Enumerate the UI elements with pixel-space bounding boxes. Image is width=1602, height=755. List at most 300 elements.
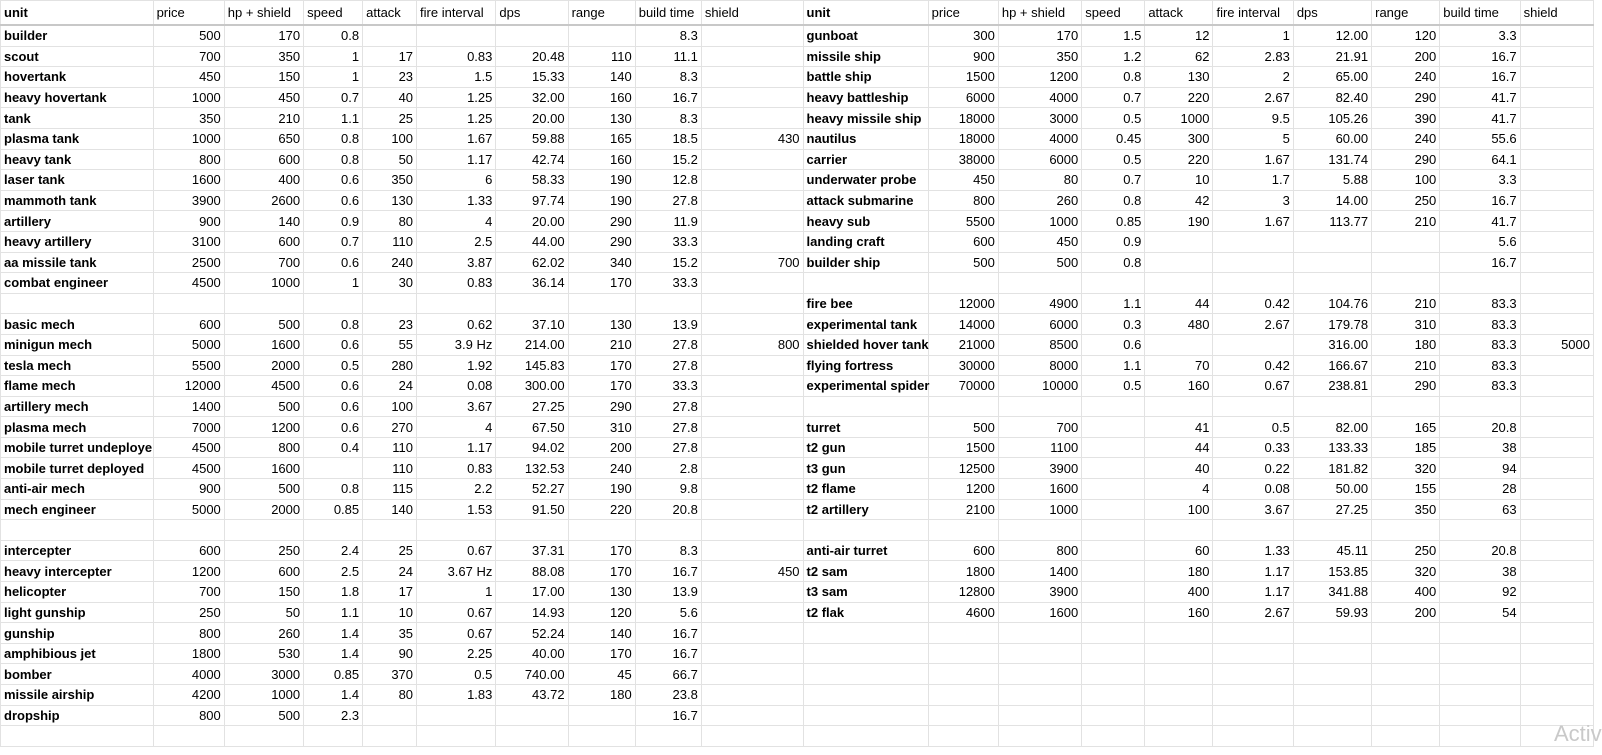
unit-name-cell[interactable] [803, 643, 928, 664]
stat-cell[interactable]: 27.25 [496, 396, 568, 417]
stat-cell[interactable] [701, 499, 803, 520]
unit-name-cell[interactable] [803, 664, 928, 685]
stat-cell[interactable] [1520, 437, 1593, 458]
stat-cell[interactable] [701, 520, 803, 541]
stat-cell[interactable]: 131.74 [1293, 149, 1371, 170]
stat-cell[interactable]: 341.88 [1293, 582, 1371, 603]
unit-name-cell[interactable] [803, 726, 928, 747]
stat-cell[interactable]: 1.67 [1213, 149, 1293, 170]
stat-cell[interactable]: 32.00 [496, 87, 568, 108]
unit-name-cell[interactable]: anti-air turret [803, 540, 928, 561]
stat-cell[interactable]: 450 [998, 231, 1081, 252]
unit-name-cell[interactable]: t2 gun [803, 437, 928, 458]
stat-cell[interactable]: 600 [224, 561, 303, 582]
stat-cell[interactable]: 2.67 [1213, 602, 1293, 623]
stat-cell[interactable]: 4600 [928, 602, 998, 623]
stat-cell[interactable]: 1000 [224, 685, 303, 706]
stat-cell[interactable]: 166.67 [1293, 355, 1371, 376]
stat-cell[interactable] [1520, 355, 1593, 376]
stat-cell[interactable] [1520, 561, 1593, 582]
stat-cell[interactable] [363, 726, 417, 747]
stat-cell[interactable] [1520, 190, 1593, 211]
stat-cell[interactable]: 0.9 [304, 211, 363, 232]
stat-cell[interactable]: 800 [153, 623, 224, 644]
stat-cell[interactable] [224, 520, 303, 541]
stat-cell[interactable]: 10 [1145, 170, 1213, 191]
stat-cell[interactable]: 1.2 [1082, 46, 1145, 67]
stat-cell[interactable]: 2 [1213, 67, 1293, 88]
stat-cell[interactable]: 105.26 [1293, 108, 1371, 129]
stat-cell[interactable]: 290 [1372, 87, 1440, 108]
stat-cell[interactable] [1293, 231, 1371, 252]
stat-cell[interactable]: 8500 [998, 334, 1081, 355]
stat-cell[interactable] [1520, 685, 1593, 706]
stat-cell[interactable]: 800 [998, 540, 1081, 561]
stat-cell[interactable]: 1.17 [1213, 582, 1293, 603]
unit-name-cell[interactable]: experimental spider [803, 376, 928, 397]
stat-cell[interactable]: 400 [224, 170, 303, 191]
stat-cell[interactable]: 27.8 [635, 437, 701, 458]
stat-cell[interactable]: 83.3 [1440, 334, 1520, 355]
stat-cell[interactable]: 250 [224, 540, 303, 561]
stat-cell[interactable] [1372, 643, 1440, 664]
stat-cell[interactable]: 113.77 [1293, 211, 1371, 232]
stat-cell[interactable]: 92 [1440, 582, 1520, 603]
stat-cell[interactable] [1440, 396, 1520, 417]
unit-name-cell[interactable] [803, 623, 928, 644]
stat-cell[interactable]: 4500 [153, 437, 224, 458]
stat-cell[interactable]: 63 [1440, 499, 1520, 520]
stat-cell[interactable] [304, 293, 363, 314]
unit-name-cell[interactable] [803, 705, 928, 726]
stat-cell[interactable]: 530 [224, 643, 303, 664]
stat-cell[interactable]: 91.50 [496, 499, 568, 520]
stat-cell[interactable]: 450 [701, 561, 803, 582]
stat-cell[interactable] [496, 293, 568, 314]
unit-name-cell[interactable]: underwater probe [803, 170, 928, 191]
stat-cell[interactable]: 16.7 [1440, 46, 1520, 67]
stat-cell[interactable]: 1000 [224, 273, 303, 294]
stat-cell[interactable]: 14000 [928, 314, 998, 335]
stat-cell[interactable]: 2100 [928, 499, 998, 520]
unit-name-cell[interactable]: gunboat [803, 25, 928, 46]
stat-cell[interactable]: 45 [568, 664, 635, 685]
stat-cell[interactable]: 165 [568, 128, 635, 149]
stat-cell[interactable]: 190 [568, 170, 635, 191]
unit-name-cell[interactable]: heavy sub [803, 211, 928, 232]
stat-cell[interactable]: 2.83 [1213, 46, 1293, 67]
stat-cell[interactable]: 260 [224, 623, 303, 644]
stat-cell[interactable]: 4 [1145, 479, 1213, 500]
stat-cell[interactable]: 500 [224, 396, 303, 417]
stat-cell[interactable]: 1500 [928, 67, 998, 88]
stat-cell[interactable] [1213, 273, 1293, 294]
stat-cell[interactable] [568, 726, 635, 747]
stat-cell[interactable]: 1.4 [304, 623, 363, 644]
stat-cell[interactable]: 0.8 [1082, 252, 1145, 273]
stat-cell[interactable] [701, 314, 803, 335]
stat-cell[interactable] [496, 25, 568, 46]
unit-name-cell[interactable]: missile airship [1, 685, 154, 706]
stat-cell[interactable]: 59.88 [496, 128, 568, 149]
stat-cell[interactable] [701, 211, 803, 232]
unit-name-cell[interactable]: heavy intercepter [1, 561, 154, 582]
stat-cell[interactable]: 130 [568, 314, 635, 335]
stat-cell[interactable]: 15.2 [635, 149, 701, 170]
stat-cell[interactable]: 82.00 [1293, 417, 1371, 438]
stat-cell[interactable]: 5000 [153, 499, 224, 520]
stat-cell[interactable]: 160 [568, 149, 635, 170]
stat-cell[interactable] [1520, 252, 1593, 273]
stat-cell[interactable] [1293, 273, 1371, 294]
stat-cell[interactable]: 130 [568, 582, 635, 603]
stat-cell[interactable]: 350 [363, 170, 417, 191]
stat-cell[interactable]: 600 [928, 231, 998, 252]
stat-cell[interactable]: 16.7 [1440, 190, 1520, 211]
stat-cell[interactable]: 4500 [224, 376, 303, 397]
stat-cell[interactable]: 0.8 [1082, 67, 1145, 88]
stat-cell[interactable] [998, 664, 1081, 685]
stat-cell[interactable]: 1.1 [1082, 355, 1145, 376]
stat-cell[interactable]: 44 [1145, 293, 1213, 314]
stat-cell[interactable]: 70000 [928, 376, 998, 397]
unit-name-cell[interactable]: heavy tank [1, 149, 154, 170]
stat-cell[interactable]: 1.67 [417, 128, 496, 149]
stat-cell[interactable] [701, 25, 803, 46]
stat-cell[interactable] [1082, 561, 1145, 582]
stat-cell[interactable]: 1 [304, 273, 363, 294]
stat-cell[interactable]: 600 [153, 314, 224, 335]
unit-name-cell[interactable] [1, 726, 154, 747]
stat-cell[interactable] [1145, 334, 1213, 355]
stat-cell[interactable]: 6000 [998, 149, 1081, 170]
unit-name-cell[interactable]: experimental tank [803, 314, 928, 335]
stat-cell[interactable]: 0.6 [304, 190, 363, 211]
stat-cell[interactable]: 6000 [928, 87, 998, 108]
stat-cell[interactable] [701, 87, 803, 108]
stat-cell[interactable]: 0.7 [304, 87, 363, 108]
stat-cell[interactable]: 5.6 [635, 602, 701, 623]
stat-cell[interactable]: 1000 [1145, 108, 1213, 129]
stat-cell[interactable]: 10 [363, 602, 417, 623]
stat-cell[interactable]: 3.3 [1440, 170, 1520, 191]
stat-cell[interactable] [1082, 643, 1145, 664]
stat-cell[interactable]: 62.02 [496, 252, 568, 273]
stat-cell[interactable]: 700 [224, 252, 303, 273]
stat-cell[interactable]: 16.7 [635, 705, 701, 726]
stat-cell[interactable]: 5 [1213, 128, 1293, 149]
stat-cell[interactable]: 9.5 [1213, 108, 1293, 129]
stat-cell[interactable]: 160 [1145, 376, 1213, 397]
stat-cell[interactable]: 170 [568, 273, 635, 294]
stat-cell[interactable]: 0.5 [304, 355, 363, 376]
stat-cell[interactable] [1520, 664, 1593, 685]
stat-cell[interactable]: 310 [568, 417, 635, 438]
stat-cell[interactable]: 23 [363, 314, 417, 335]
stat-cell[interactable] [1213, 520, 1293, 541]
stat-cell[interactable] [1440, 726, 1520, 747]
stat-cell[interactable]: 0.62 [417, 314, 496, 335]
stat-cell[interactable]: 1600 [224, 458, 303, 479]
stat-cell[interactable]: 800 [928, 190, 998, 211]
stat-cell[interactable] [1293, 396, 1371, 417]
stat-cell[interactable]: 0.7 [1082, 87, 1145, 108]
stat-cell[interactable]: 133.33 [1293, 437, 1371, 458]
stat-cell[interactable] [635, 293, 701, 314]
stat-cell[interactable]: 1.25 [417, 108, 496, 129]
stat-cell[interactable]: 54 [1440, 602, 1520, 623]
stat-cell[interactable] [1293, 664, 1371, 685]
stat-cell[interactable]: 2.67 [1213, 314, 1293, 335]
stat-cell[interactable] [153, 520, 224, 541]
stat-cell[interactable]: 21.91 [1293, 46, 1371, 67]
stat-cell[interactable]: 2.25 [417, 643, 496, 664]
stat-cell[interactable]: 170 [224, 25, 303, 46]
stat-cell[interactable]: 0.7 [304, 231, 363, 252]
stat-cell[interactable]: 0.83 [417, 458, 496, 479]
stat-cell[interactable] [701, 231, 803, 252]
stat-cell[interactable]: 500 [928, 417, 998, 438]
column-header-cell[interactable]: dps [496, 1, 568, 26]
stat-cell[interactable]: 16.7 [1440, 67, 1520, 88]
stat-cell[interactable]: 0.9 [1082, 231, 1145, 252]
stat-cell[interactable]: 1800 [153, 643, 224, 664]
stat-cell[interactable] [1520, 314, 1593, 335]
stat-cell[interactable]: 20.8 [635, 499, 701, 520]
stat-cell[interactable] [928, 705, 998, 726]
stat-cell[interactable]: 44 [1145, 437, 1213, 458]
stat-cell[interactable] [701, 437, 803, 458]
stat-cell[interactable]: 1600 [998, 479, 1081, 500]
stat-cell[interactable]: 12000 [928, 293, 998, 314]
stat-cell[interactable]: 140 [568, 623, 635, 644]
stat-cell[interactable]: 450 [153, 67, 224, 88]
unit-name-cell[interactable]: combat engineer [1, 273, 154, 294]
stat-cell[interactable]: 1400 [153, 396, 224, 417]
stat-cell[interactable] [635, 726, 701, 747]
stat-cell[interactable]: 300 [1145, 128, 1213, 149]
stat-cell[interactable]: 650 [224, 128, 303, 149]
stat-cell[interactable]: 1.17 [417, 437, 496, 458]
stat-cell[interactable]: 0.5 [1082, 149, 1145, 170]
stat-cell[interactable]: 8.3 [635, 25, 701, 46]
stat-cell[interactable]: 0.4 [304, 437, 363, 458]
stat-cell[interactable]: 4500 [153, 273, 224, 294]
stat-cell[interactable]: 4000 [153, 664, 224, 685]
stat-cell[interactable]: 4 [417, 211, 496, 232]
stat-cell[interactable]: 0.08 [1213, 479, 1293, 500]
stat-cell[interactable]: 41 [1145, 417, 1213, 438]
stat-cell[interactable]: 170 [568, 561, 635, 582]
unit-name-cell[interactable]: shielded hover tank [803, 334, 928, 355]
unit-name-cell[interactable]: flame mech [1, 376, 154, 397]
stat-cell[interactable]: 67.50 [496, 417, 568, 438]
stat-cell[interactable]: 13.9 [635, 314, 701, 335]
stat-cell[interactable]: 8.3 [635, 67, 701, 88]
stat-cell[interactable]: 1000 [998, 211, 1081, 232]
stat-cell[interactable]: 13.9 [635, 582, 701, 603]
column-header-cell[interactable]: speed [304, 1, 363, 26]
stat-cell[interactable]: 110 [363, 437, 417, 458]
stat-cell[interactable]: 290 [568, 211, 635, 232]
stat-cell[interactable]: 120 [568, 602, 635, 623]
stat-cell[interactable]: 800 [153, 705, 224, 726]
stat-cell[interactable]: 12800 [928, 582, 998, 603]
stat-cell[interactable]: 320 [1372, 458, 1440, 479]
stat-cell[interactable] [1293, 252, 1371, 273]
stat-cell[interactable] [701, 458, 803, 479]
stat-cell[interactable]: 18000 [928, 128, 998, 149]
stat-cell[interactable]: 6000 [998, 314, 1081, 335]
stat-cell[interactable]: 25 [363, 108, 417, 129]
unit-name-cell[interactable]: mammoth tank [1, 190, 154, 211]
stat-cell[interactable]: 110 [363, 458, 417, 479]
stat-cell[interactable]: 300.00 [496, 376, 568, 397]
stat-cell[interactable]: 83.3 [1440, 293, 1520, 314]
stat-cell[interactable] [363, 25, 417, 46]
stat-cell[interactable]: 500 [998, 252, 1081, 273]
stat-cell[interactable]: 27.8 [635, 355, 701, 376]
unit-name-cell[interactable]: dropship [1, 705, 154, 726]
unit-name-cell[interactable]: mech engineer [1, 499, 154, 520]
stat-cell[interactable]: 260 [998, 190, 1081, 211]
stat-cell[interactable] [928, 726, 998, 747]
stat-cell[interactable]: 153.85 [1293, 561, 1371, 582]
stat-cell[interactable]: 240 [568, 458, 635, 479]
column-header-cell[interactable]: shield [701, 1, 803, 26]
stat-cell[interactable]: 21000 [928, 334, 998, 355]
stat-cell[interactable] [701, 705, 803, 726]
stat-cell[interactable]: 16.7 [635, 643, 701, 664]
stat-cell[interactable] [701, 293, 803, 314]
stat-cell[interactable]: 350 [998, 46, 1081, 67]
stat-cell[interactable]: 24 [363, 376, 417, 397]
stat-cell[interactable]: 2.5 [304, 561, 363, 582]
stat-cell[interactable] [701, 623, 803, 644]
stat-cell[interactable] [568, 520, 635, 541]
stat-cell[interactable]: 27.8 [635, 417, 701, 438]
stat-cell[interactable] [1520, 273, 1593, 294]
stat-cell[interactable]: 100 [1145, 499, 1213, 520]
stat-cell[interactable] [1520, 499, 1593, 520]
stat-cell[interactable]: 145.83 [496, 355, 568, 376]
stat-cell[interactable] [701, 479, 803, 500]
stat-cell[interactable] [1372, 520, 1440, 541]
stat-cell[interactable]: 8.3 [635, 540, 701, 561]
stat-cell[interactable]: 200 [1372, 602, 1440, 623]
stat-cell[interactable]: 500 [224, 314, 303, 335]
unit-name-cell[interactable]: t2 artillery [803, 499, 928, 520]
stat-cell[interactable]: 83.3 [1440, 376, 1520, 397]
stat-cell[interactable]: 1.33 [417, 190, 496, 211]
stat-cell[interactable] [998, 643, 1081, 664]
stat-cell[interactable]: 1800 [928, 561, 998, 582]
stat-cell[interactable]: 58.33 [496, 170, 568, 191]
stat-cell[interactable]: 16.7 [635, 87, 701, 108]
stat-cell[interactable] [153, 293, 224, 314]
stat-cell[interactable]: 0.22 [1213, 458, 1293, 479]
stat-cell[interactable]: 42 [1145, 190, 1213, 211]
stat-cell[interactable] [1520, 67, 1593, 88]
stat-cell[interactable]: 11.9 [635, 211, 701, 232]
stat-cell[interactable]: 0.08 [417, 376, 496, 397]
stat-cell[interactable]: 1 [1213, 25, 1293, 46]
stat-cell[interactable]: 20.00 [496, 211, 568, 232]
stat-cell[interactable] [1440, 664, 1520, 685]
stat-cell[interactable] [1082, 602, 1145, 623]
stat-cell[interactable]: 15.2 [635, 252, 701, 273]
stat-cell[interactable]: 4200 [153, 685, 224, 706]
stat-cell[interactable]: 83.3 [1440, 314, 1520, 335]
stat-cell[interactable]: 130 [1145, 67, 1213, 88]
stat-cell[interactable]: 1200 [998, 67, 1081, 88]
stat-cell[interactable] [1145, 664, 1213, 685]
unit-name-cell[interactable]: tesla mech [1, 355, 154, 376]
column-header-cell[interactable]: price [153, 1, 224, 26]
stat-cell[interactable] [701, 726, 803, 747]
stat-cell[interactable]: 1.17 [417, 149, 496, 170]
stat-cell[interactable]: 14.00 [1293, 190, 1371, 211]
stat-cell[interactable]: 310 [1372, 314, 1440, 335]
stat-cell[interactable]: 43.72 [496, 685, 568, 706]
stat-cell[interactable] [363, 520, 417, 541]
stat-cell[interactable] [363, 293, 417, 314]
stat-cell[interactable] [1520, 602, 1593, 623]
stat-cell[interactable]: 1.1 [304, 602, 363, 623]
stat-cell[interactable]: 0.3 [1082, 314, 1145, 335]
column-header-cell[interactable]: hp + shield [998, 1, 1081, 26]
stat-cell[interactable]: 9.8 [635, 479, 701, 500]
stat-cell[interactable] [1145, 685, 1213, 706]
unit-name-cell[interactable]: nautilus [803, 128, 928, 149]
unit-name-cell[interactable]: builder [1, 25, 154, 46]
stat-cell[interactable] [1293, 623, 1371, 644]
unit-name-cell[interactable]: t3 gun [803, 458, 928, 479]
stat-cell[interactable]: 900 [153, 211, 224, 232]
stat-cell[interactable]: 170 [568, 355, 635, 376]
stat-cell[interactable]: 700 [153, 46, 224, 67]
stat-cell[interactable]: 350 [224, 46, 303, 67]
unit-name-cell[interactable]: landing craft [803, 231, 928, 252]
stat-cell[interactable] [1440, 685, 1520, 706]
stat-cell[interactable]: 44.00 [496, 231, 568, 252]
stat-cell[interactable]: 1200 [153, 561, 224, 582]
stat-cell[interactable]: 28 [1440, 479, 1520, 500]
stat-cell[interactable] [417, 726, 496, 747]
stat-cell[interactable]: 23 [363, 67, 417, 88]
stat-cell[interactable]: 2.8 [635, 458, 701, 479]
stat-cell[interactable]: 500 [224, 479, 303, 500]
stat-cell[interactable] [1082, 499, 1145, 520]
stat-cell[interactable] [1520, 108, 1593, 129]
unit-name-cell[interactable]: battle ship [803, 67, 928, 88]
stat-cell[interactable]: 2.5 [417, 231, 496, 252]
stat-cell[interactable]: 5500 [153, 355, 224, 376]
stat-cell[interactable] [1372, 685, 1440, 706]
stat-cell[interactable]: 8000 [998, 355, 1081, 376]
stat-cell[interactable]: 450 [224, 87, 303, 108]
stat-cell[interactable] [1213, 664, 1293, 685]
stat-cell[interactable] [1372, 231, 1440, 252]
stat-cell[interactable]: 4000 [998, 87, 1081, 108]
unit-name-cell[interactable] [803, 396, 928, 417]
stat-cell[interactable]: 3900 [998, 582, 1081, 603]
stat-cell[interactable]: 41.7 [1440, 211, 1520, 232]
stat-cell[interactable]: 290 [568, 231, 635, 252]
stat-cell[interactable]: 900 [153, 479, 224, 500]
stat-cell[interactable] [363, 705, 417, 726]
column-header-cell[interactable]: range [1372, 1, 1440, 26]
